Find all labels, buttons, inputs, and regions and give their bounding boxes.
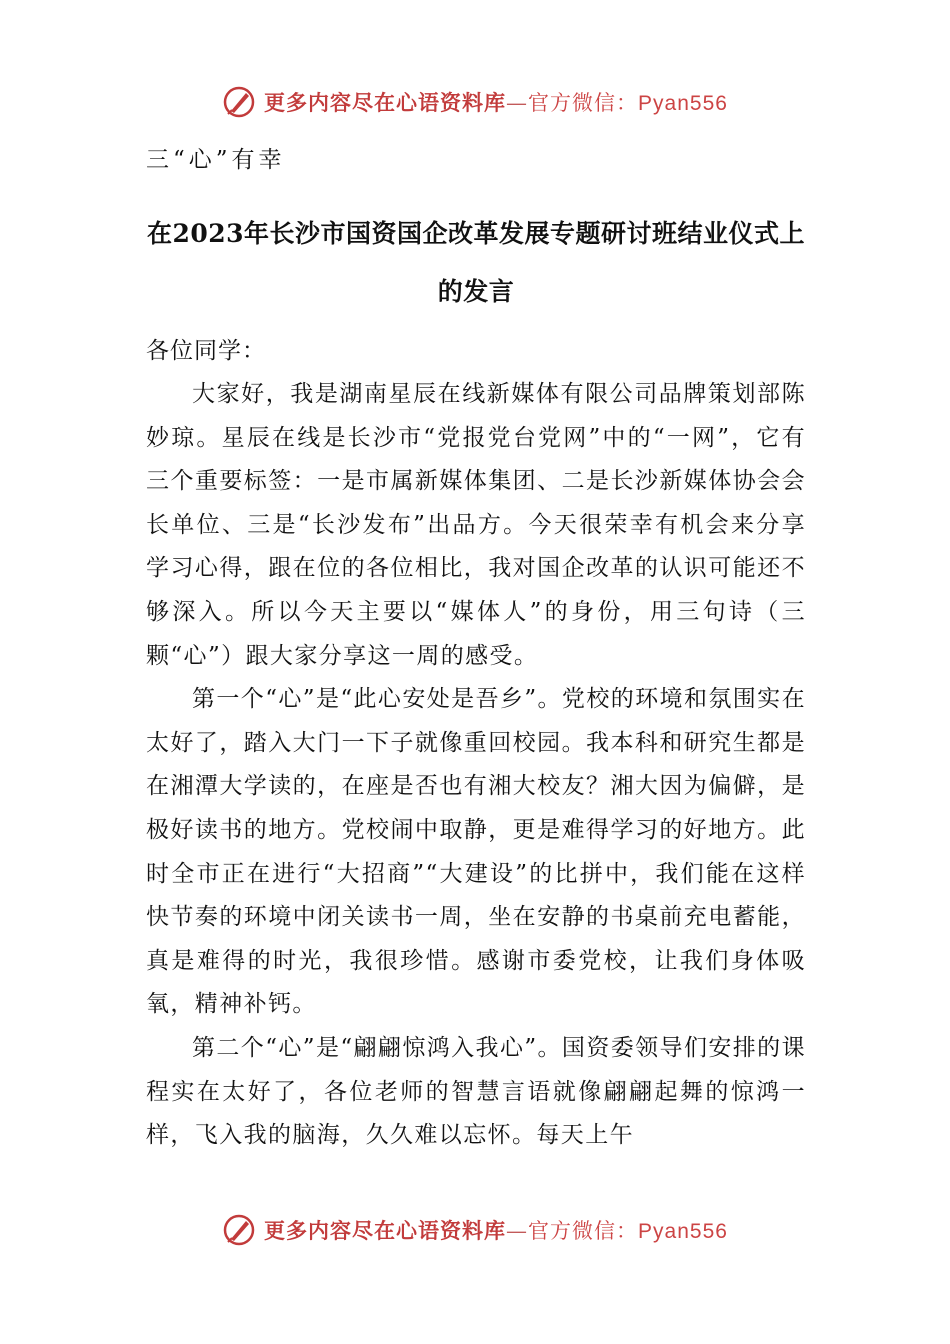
watermark-wechat-id: Pyan556 [638,1220,728,1243]
watermark-separator: — [506,91,529,115]
watermark-banner-bottom [0,1208,950,1252]
watermark-brand: 更多内容尽在心语资料库 [264,90,507,115]
quill-pen-logo-icon [222,85,256,119]
quill-pen-logo-icon [222,1213,256,1247]
document-title-line-2: 的发言 [437,277,515,306]
watermark-brand: 更多内容尽在心语资料库 [264,1218,507,1243]
watermark-wechat-id: Pyan556 [638,92,728,115]
document-body [146,137,806,1158]
document-title-line-1: 在2023年长沙市国资国企改革发展专题研讨班结业仪式上 [146,219,806,248]
document-title [136,205,816,321]
paragraph-1: 大家好，我是湖南星辰在线新媒体有限公司品牌策划部陈妙琼。星辰在线是长沙市“党报党台党网”中的“一网”，它有三个重要标签：一是市属新媒体集团、二是长沙新媒体协会会长单位、三是“长沙发布”出品方。今天很荣幸有机会来分享学习心得，跟在位的各位相比，我对国企改革的认识可能还不够深入。所以今天主要以“媒体人”的身份，用三句诗（三颗“心”）跟大家分享这一周的感受。 [146,381,806,669]
watermark-banner-top [0,80,950,124]
salutation: 各位同学： [146,338,266,364]
watermark-text [264,87,728,117]
paragraph-3: 第二个“心”是“翩翩惊鸿入我心”。国资委领导们安排的课程实在太好了，各位老师的智慧言语就像翩翩起舞的惊鸿一样，飞入我的脑海，久久难以忘怀。每天上午 [146,1034,806,1149]
watermark-text [264,1215,728,1245]
paragraph-2: 第一个“心”是“此心安处是吾乡”。党校的环境和氛围实在太好了，踏入大门一下子就像重回校园。我本科和研究生都是在湘潭大学读的，在座是否也有湘大校友？湘大因为偏僻，是极好读书的地方。党校闹中取静，更是难得学习的好地方。此时全市正在进行“大招商”“大建设”的比拼中，我们能在这样快节奏的环境中闭关读书一周，坐在安静的书桌前充电蓄能，真是难得的时光，我很珍惜。感谢市委党校，让我们身体吸氧，精神补钙。 [146,686,806,1018]
watermark-contact-label: 官方微信： [528,91,639,115]
watermark-separator: — [506,1219,529,1243]
watermark-contact-label: 官方微信： [528,1219,639,1243]
document-subtitle: 三“心”有幸 [146,147,286,173]
